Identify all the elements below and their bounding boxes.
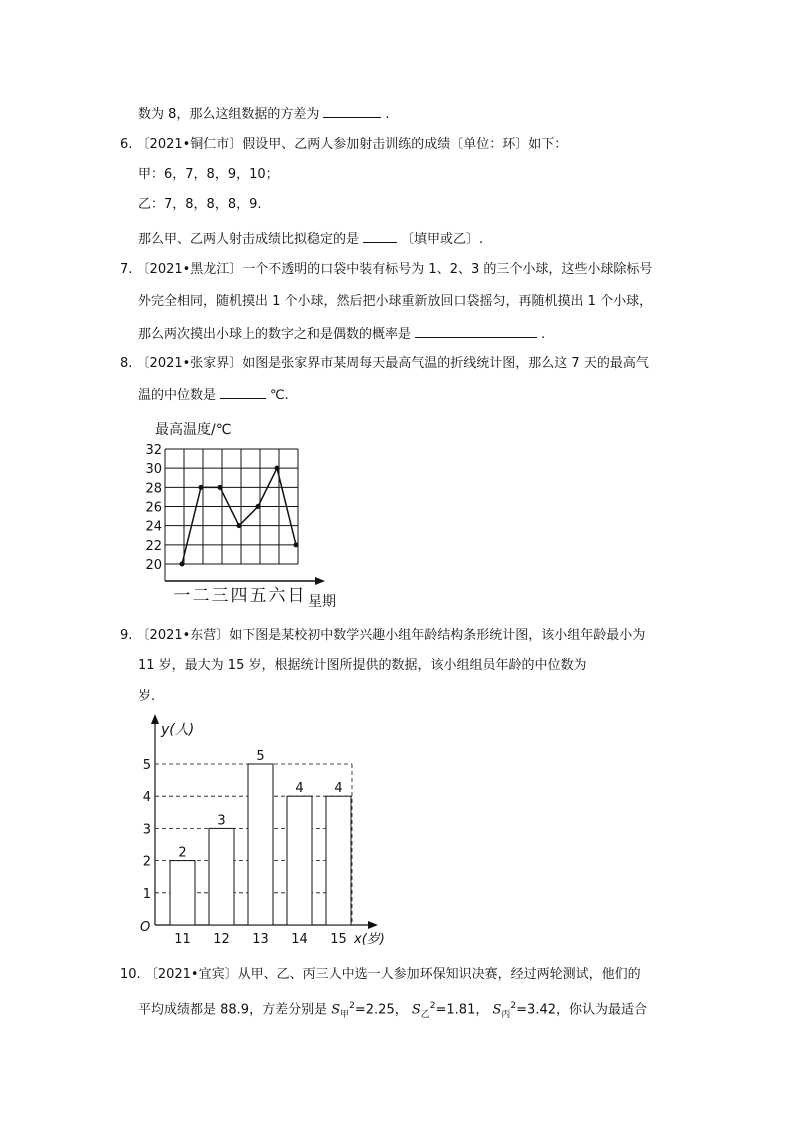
data-point [275, 466, 280, 471]
q6-yi: 乙：7，8，8，8，9. [138, 197, 262, 212]
x-axis-title: x(岁) [354, 932, 385, 947]
q5-text: 数为 8，那么这组数据的方差为 [138, 107, 320, 122]
bar [170, 861, 195, 925]
y-tick-label: 24 [145, 519, 162, 535]
q10-line2 [138, 997, 647, 1024]
y-tick-label: 20 [145, 558, 162, 573]
q8-text1: 〔2021•张家界〕如图是张家界市某周每天最高气温的折线统计图，那么这 7 天的最高气 [136, 356, 649, 371]
y-tick-label: 30 [145, 462, 162, 478]
q6-blank [363, 229, 397, 243]
q10-sub2: 乙 [420, 1009, 430, 1020]
q5-end: . [385, 107, 390, 122]
q10-number: 10. [120, 967, 141, 982]
q8-blank [220, 385, 266, 399]
y-tick-label: 22 [145, 538, 162, 554]
y-tick-label: 26 [145, 500, 162, 516]
q6-stem [120, 136, 567, 154]
q7-number: 7. [120, 262, 133, 277]
bar-data-label: 5 [256, 749, 265, 764]
q5-line [138, 104, 390, 124]
origin-label: O [140, 920, 151, 935]
q10-sub3: 丙 [501, 1009, 511, 1020]
y-tick-label: 3 [142, 822, 151, 838]
q10-sq1: 2 [349, 1001, 355, 1011]
q9-line2: 11 岁，最大为 15 岁，根据统计图所提供的数据，该小组组员年龄的中位数为 [138, 658, 587, 673]
x-tick-label: 14 [291, 932, 308, 947]
x-tick-label: 日 [287, 586, 305, 606]
x-tick-label: 六 [268, 586, 286, 606]
q10-sq3: 2 [510, 1001, 517, 1011]
temperature-line-chart [135, 412, 345, 612]
y-tick-label: 4 [142, 790, 151, 806]
x-tick-label: 三 [211, 586, 229, 606]
y-tick-label: 1 [142, 886, 151, 902]
q8-line1 [120, 355, 649, 373]
data-point [180, 562, 185, 567]
q6-ask-text: 那么甲、乙两人射击成绩比拟稳定的是 [138, 232, 360, 247]
x-tick-label: 五 [249, 586, 267, 606]
q6-text: 〔2021•铜仁市〕假设甲、乙两人参加射击训练的成绩〔单位：环〕如下： [136, 137, 568, 152]
y-axis-title: y(人) [161, 722, 195, 738]
y-tick-label: 5 [142, 758, 151, 773]
q10-line1 [120, 966, 641, 984]
age-bar-chart [132, 712, 397, 952]
x-tick-label: 二 [192, 586, 210, 606]
q6-ask-tail: 〔填甲或乙〕. [401, 232, 484, 247]
x-tick-label: 13 [252, 932, 269, 947]
q10-v1: =2.25， [354, 1002, 408, 1018]
q5-blank [323, 104, 381, 118]
x-axis-arrow [315, 577, 325, 585]
q8-text2: 温的中位数是 [138, 388, 217, 403]
q10-sq2: 2 [429, 1001, 436, 1011]
data-point [294, 542, 299, 547]
x-tick-label: 15 [330, 932, 347, 947]
x-tick-label: 四 [230, 586, 248, 606]
bar-data-label: 4 [334, 781, 343, 797]
q7-end: . [541, 327, 546, 342]
data-point [237, 523, 242, 528]
q9-line3: 岁. [138, 689, 156, 704]
q10-v3: =3.42，你认为最适合 [516, 1002, 647, 1018]
q10-text1: 〔2021•宜宾〕从甲、乙、丙三人中选一人参加环保知识决赛，经过两轮测试，他们的 [144, 967, 641, 982]
bar [326, 796, 351, 925]
x-tick-label: 一 [173, 586, 191, 606]
x-axis-title: 星期 [308, 594, 336, 610]
q10-v2: =1.81， [435, 1002, 489, 1018]
q10-s2: S [411, 1002, 421, 1018]
y-tick-label: 28 [145, 481, 162, 497]
x-tick-label: 12 [213, 932, 230, 947]
q10-s1: S [331, 1002, 341, 1018]
bar-data-label: 4 [295, 781, 304, 797]
q8-number: 8. [120, 356, 133, 371]
q7-line3 [138, 324, 545, 344]
q7-blank [415, 324, 537, 338]
data-point [256, 504, 261, 509]
y-axis-arrow [151, 714, 159, 724]
q10-text2: 平均成绩都是 88.9，方差分别是 [138, 1002, 328, 1018]
q6-ask [138, 229, 483, 249]
q7-text1: 〔2021•黑龙江〕一个不透明的口袋中装有标号为 1、2、3 的三个小球，这些小球除标号 [136, 262, 653, 277]
bar [248, 764, 273, 925]
x-tick-label: 11 [174, 932, 191, 947]
y-tick-label: 2 [142, 854, 151, 870]
x-axis-arrow [368, 921, 378, 929]
data-point [199, 485, 204, 490]
q9-line1 [120, 627, 645, 645]
y-tick-label: 32 [145, 443, 162, 458]
data-point [218, 485, 223, 490]
bar-data-label: 2 [178, 845, 187, 861]
q6-number: 6. [120, 137, 133, 152]
q7-line2: 外完全相同，随机摸出 1 个小球，然后把小球重新放回口袋摇匀，再随机摸出 1 个小球， [138, 294, 653, 309]
q6-jia: 甲：6，7，8，9，10； [138, 167, 279, 182]
q9-text1: 〔2021•东营〕如下图是某校初中数学兴趣小组年龄结构条形统计图，该小组年龄最小为 [136, 628, 646, 643]
q8-unit: ℃. [270, 388, 289, 403]
q10-s3: S [492, 1002, 502, 1018]
bar [209, 828, 234, 925]
bar [287, 796, 312, 925]
q7-text3: 那么两次摸出小球上的数字之和是偶数的概率是 [138, 327, 412, 342]
q8-line2 [138, 385, 289, 405]
bar-data-label: 3 [217, 813, 226, 829]
y-axis-title: 最高温度/℃ [155, 422, 232, 438]
q10-sub1: 甲 [340, 1009, 350, 1020]
q9-number: 9. [120, 628, 133, 643]
q7-line1 [120, 261, 652, 279]
